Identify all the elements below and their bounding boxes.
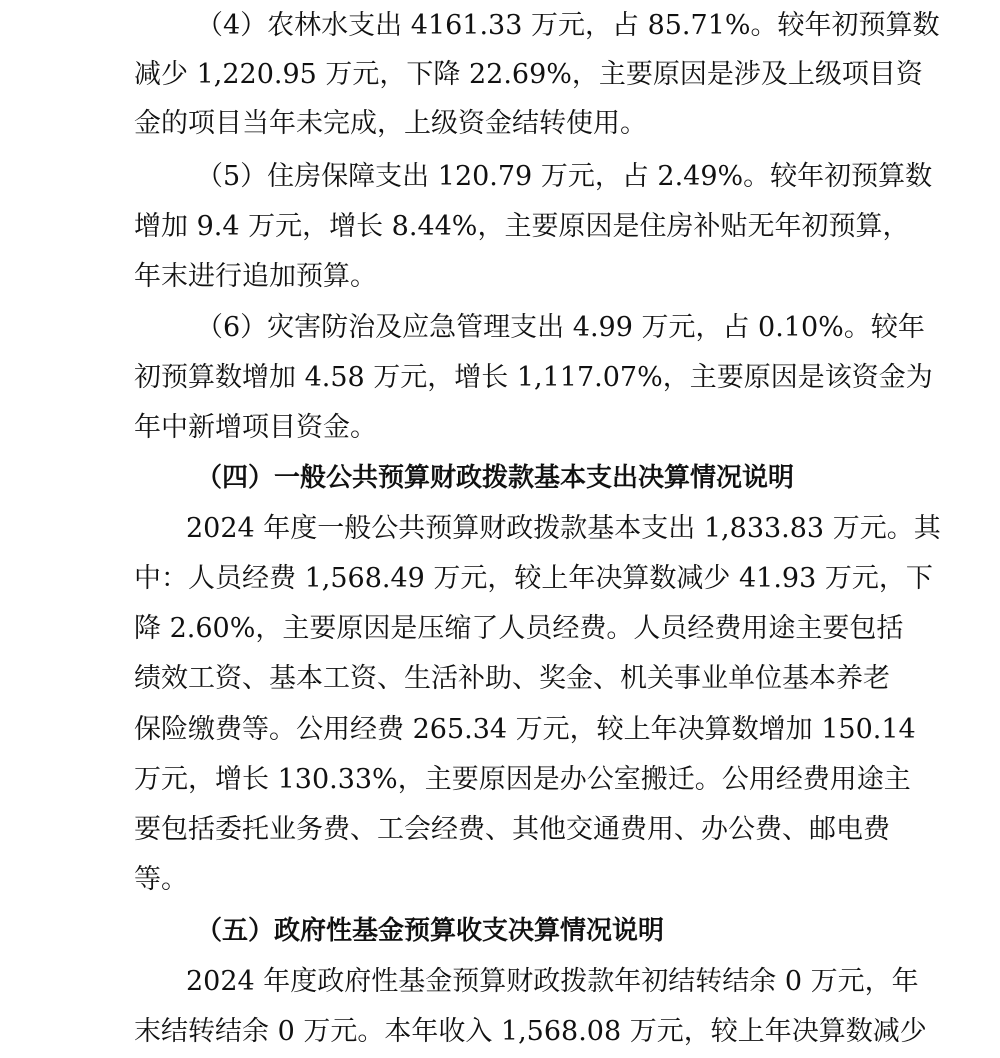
text-line: 增加 9.4 万元，增长 8.44%，主要原因是住房补贴无年初预算， [134,211,910,242]
text-line: 降 2.60%，主要原因是压缩了人员经费。人员经费用途主要包括 [134,613,904,644]
text-line: （4）农林水支出 4161.33 万元，占 85.71%。较年初预算数 [196,10,940,41]
text-line: （6）灾害防治及应急管理支出 4.99 万元，占 0.10%。较年 [196,312,925,343]
text-line: 绩效工资、基本工资、生活补助、奖金、机关事业单位基本养老 [134,663,890,694]
text-line: 年中新增项目资金。 [134,412,377,443]
text-line: （5）住房保障支出 120.79 万元，占 2.49%。较年初预算数 [196,161,933,192]
text-line: 初预算数增加 4.58 万元，增长 1,117.07%，主要原因是该资金为 [134,362,933,393]
text-line: 中：人员经费 1,568.49 万元，较上年决算数减少 41.93 万元，下 [134,563,933,594]
text-line: 2024 年度一般公共预算财政拨款基本支出 1,833.83 万元。其 [186,513,941,544]
section-heading: （四）一般公共预算财政拨款基本支出决算情况说明 [196,463,795,493]
text-line: 金的项目当年未完成，上级资金结转使用。 [134,108,647,139]
text-line: 年末进行追加预算。 [134,261,377,292]
text-line: 万元，增长 130.33%，主要原因是办公室搬迁。公用经费用途主 [134,764,911,795]
text-line: 保险缴费等。公用经费 265.34 万元，较上年决算数增加 150.14 [134,714,916,745]
text-line: 等。 [134,864,188,895]
text-line: 减少 1,220.95 万元，下降 22.69%，主要原因是涉及上级项目资 [134,59,923,90]
text-line: 要包括委托业务费、工会经费、其他交通费用、办公费、邮电费 [134,814,890,845]
text-line: 末结转结余 0 万元。本年收入 1,568.08 万元，较上年决算数减少 [134,1016,927,1047]
text-line: 2024 年度政府性基金预算财政拨款年初结转结余 0 万元，年 [186,966,919,997]
section-heading: （五）政府性基金预算收支决算情况说明 [196,916,665,946]
